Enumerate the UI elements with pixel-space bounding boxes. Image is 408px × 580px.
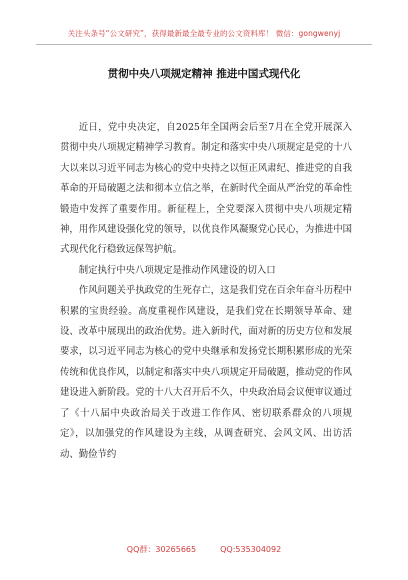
section-heading: 制定执行中央八项规定是推动作风建设的切入口 [78, 264, 276, 276]
document-title: 贯彻中央八项规定精神 推进中国式现代化 [107, 68, 301, 80]
header-divider [36, 44, 372, 45]
footer-qq-group: QQ群：30265665 [126, 545, 197, 554]
paragraph-intro: 近日，党中央决定，自2025年全国两会后至7月在全党开展深入贯彻中央八项规定精神学习教育。制定和落实中央八项规定是党的十八大以来以习近平同志为核心的党中央持之以恒正风肃纪、推进党的自我革命的开局破题之法和彻本立信之举，在新时代全面从严治党的革命性锻造中发挥了重要作用。新征程上，全党要深入贯彻中央八项规定精神，用作风建设强化党的领导，以优良作风凝聚党心民心，为推进中国式现代化行稳致远保驾护航。 [60, 122, 352, 256]
paragraph-section-1: 作风问题关乎执政党的生死存亡，这是我们党在百余年奋斗历程中积累的宝贵经验。高度重视作风建设，是我们党在长期领导革命、建设、改革中展现出的政治优势。进入新时代，面对新的历史方位和发展要求，以习近平同志为核心的党中央继承和发扬党长期积累形成的光荣传统和优良作风，以制定和落实中央八项规定开局破题，推动党的作风建设进入新阶段。党的十八大召开后不久，中央政治局会议便审议通过了《十八届中央政治局关于改进工作作风、密切联系群众的八项规定》，以加强党的作风建设为主线，从调查研究、会风文风、出访活动、勤俭节约 [60, 285, 352, 460]
document-body [60, 118, 352, 465]
header-promo-text: 关注头条号“公文研究”，获得最新最全最专业的公文资料库！ 微信：gongwenyj [67, 29, 341, 38]
footer-contact [0, 544, 408, 555]
footer-qq: QQ:535304092 [220, 545, 282, 554]
